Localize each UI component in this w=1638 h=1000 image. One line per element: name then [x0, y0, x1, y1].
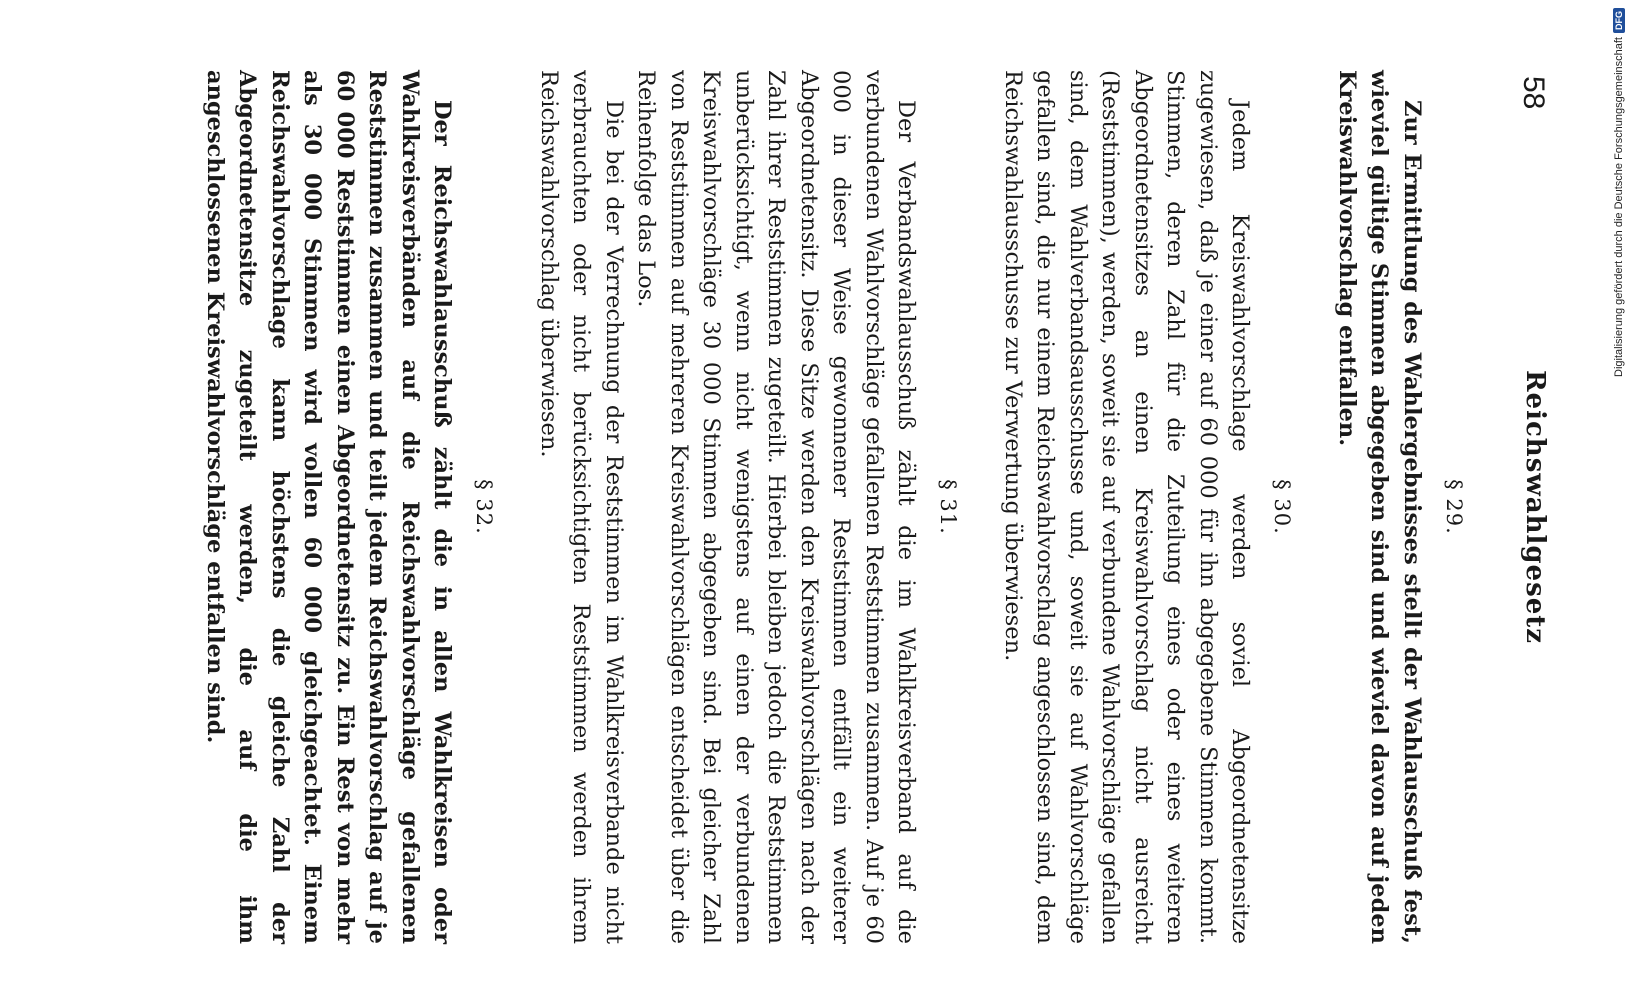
section-heading: § 30. — [1270, 479, 1295, 535]
section-paragraph: Zur Ermittlung des Wahlergebnisses stellt der Wahlausschuß fest, wieviel gültige Stimmen abgegeben sind und wieviel davon auf jeden Kreiswahlvorschlag entfallen. — [1334, 70, 1425, 944]
section-32 — [199, 70, 497, 944]
section-heading: § 31. — [936, 479, 961, 535]
dfg-logo: DFG — [1613, 8, 1625, 33]
section-paragraph: Der Verbandswahlausschuß zählt die im Wahlkreisverband auf die verbundenen Wahlvorschläge gefallenen Reststimmen zusammen. Auf je 60 000 in dieser Weise gewonnener Reststimmen entfällt ein weiterer Abgeordnetensitz. Diese Sitze werden den Kreiswahlvorschlägen nach der Zahl ihrer Reststimmen zugeteilt. Hierbei bleiben jedoch die Reststimmen unberücksichtigt, wenn nicht wenigstens auf einen der verbundenen Kreiswahlvorschläge 30 000 Stimmen abgegeben sind. Bei gleicher Zahl von Reststimmen auf mehreren Kreiswahlvorschlägen entscheidet über die Reihenfolge das Los. — [633, 70, 920, 944]
section-paragraph: Der Reichswahlausschuß zählt die in allen Wahlkreisen oder Wahlkreisverbänden auf die Reichswahlvorschläge gefallenen Reststimmen zusammen und teilt jedem Reichswahlvorschlag auf je 60 000 Reststimmen einen Abgeordnetensitz zu. Ein Rest von mehr als 30 000 Stimmen wird vollen 60 000 gleichgeachtet. Einem Reichswahlvorschlage kann höchstens die gleiche Zahl der Abgeordnetensitze zugeteilt werden, die auf die ihm angeschlossenen Kreiswahlvorschläge entfallen sind. — [202, 70, 456, 944]
section-heading: § 32. — [472, 479, 497, 535]
running-title: Reichswahlgesetz — [1520, 369, 1550, 645]
running-head — [1502, 70, 1550, 944]
section-paragraph: Jedem Kreiswahlvorschlage werden soviel Abgeordnetensitze zugewiesen, daß je einer auf 60 000 für ihn abgegebene Stimmen kommt. Stimmen, deren Zahl für die Zuteilung eines oder eines weiteren Abgeordnetensitzes an einen Kreiswahlvorschlag nicht ausreicht (Reststimmen), werden, soweit sie auf verbundene Wahlvorschläge gefallen sind, dem Wahlverbandsausschusse und, soweit sie auf Wahlvorschläge gefallen sind, die nur einem Reichswahlvorschlag angeschlossen sind, dem Reichswahlausschusse zur Verwertung überwiesen. — [1000, 70, 1254, 944]
digitization-credit — [1608, 8, 1630, 998]
section-30 — [997, 70, 1295, 944]
page-number: 58 — [1517, 76, 1550, 110]
section-31 — [533, 70, 961, 944]
credit-text: Digitalisierung gefördert durch die Deutsche Forschungsgemeinschaft — [1613, 37, 1625, 377]
section-29 — [1331, 70, 1467, 944]
section-heading: § 29. — [1442, 479, 1466, 535]
section-paragraph: Die bei der Verrechnung der Reststimmen im Wahlkreisverbande nicht verbrauchten oder nicht berücksichtigten Reststimmen werden ihrem Reichswahlvorschlag überwiesen. — [536, 70, 627, 944]
